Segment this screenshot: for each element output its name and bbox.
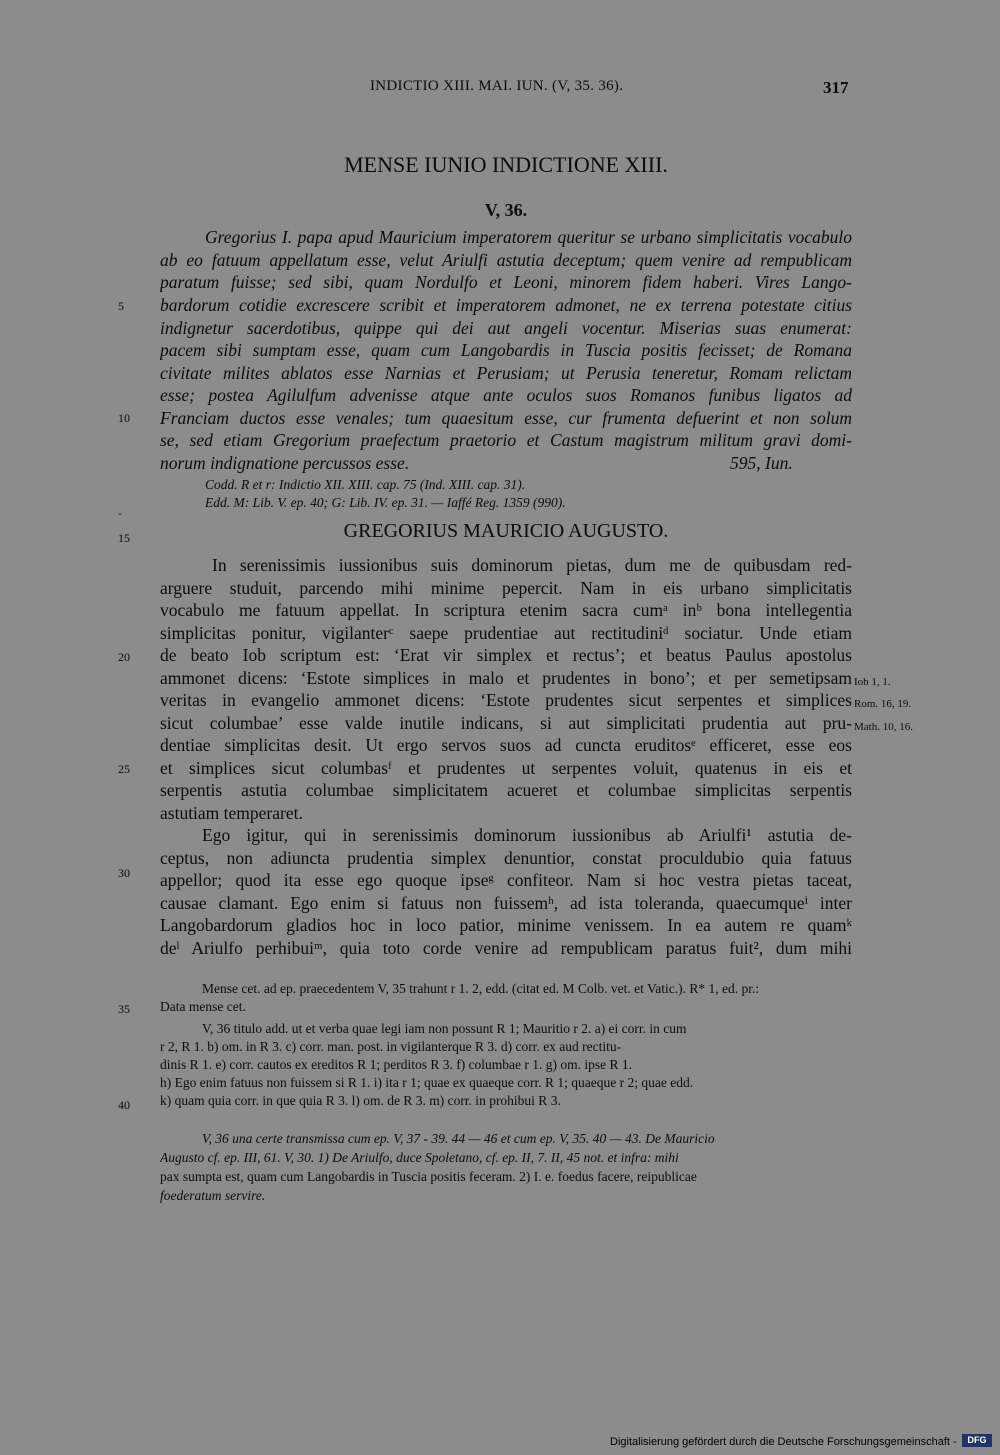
- body-line: Ego igitur, qui in serenissimis dominorum iussionibus ab Ariulfi¹ astutia de-: [202, 825, 852, 845]
- line-number: 40: [118, 1098, 130, 1112]
- margin-reference: Math. 10, 16.: [854, 721, 913, 733]
- summary-line: paratum fuisse; sed sibi, quam Nordulfo et Leoni, minorem fidem haberi. Vires Lango-: [160, 272, 852, 292]
- margin-dash: -: [118, 506, 122, 520]
- page-number: 317: [823, 78, 849, 97]
- apparatus-note: Mense cet. ad ep. praecedentem V, 35 trahunt r 1. 2, edd. (citat ed. M Colb. vet. et Vatic.). R* 1, ed. pr.:: [202, 981, 760, 996]
- historical-note: Augusto cf. ep. III, 61. V, 30. 1) De Ariulfo, duce Spoletano, cf. ep. II, 7. II, 45 not. et infra: mihi: [160, 1150, 679, 1165]
- line-number: 30: [118, 866, 130, 880]
- critical-note: k) quam quia corr. in que quia R 3. l) om. de R 3. m) corr. in prohibui R 3.: [160, 1093, 561, 1108]
- body-line: et simplices sicut columbasᶠ et prudentes ut serpentes voluit, quatenus in eis et: [160, 758, 852, 778]
- summary-line: indignetur sacerdotibus, quippe qui dei aut angeli vocentur. Miserias suas enumerat:: [160, 318, 852, 338]
- critical-note: V, 36 titulo add. ut et verba quae legi iam non possunt R 1; Mauritio r 2. a) ei corr. in cum: [202, 1021, 687, 1036]
- historical-note: V, 36 una certe transmissa cum ep. V, 37 - 39. 44 — 46 et cum ep. V, 35. 40 — 43. De Mauricio: [202, 1131, 715, 1146]
- body-line: deˡ Ariulfo perhibuiᵐ, quia toto corde venire ad rempublicam paratus fuit², dum mihi: [160, 938, 852, 958]
- dfg-logo: DFG: [962, 1434, 992, 1447]
- summary-line: norum indignatione percussos esse.: [160, 453, 410, 473]
- summary-line: Franciam ductos esse venales; tum quaesitum esse, cur frumenta defuerint et non solum: [160, 408, 852, 428]
- critical-note: h) Ego enim fatuus non fuissem si R 1. i) ita r 1; quae ex quaeque corr. R 1; quaeque r 2; quae edd.: [160, 1075, 694, 1090]
- summary-line: pacem sibi sumptam esse, quam cum Langobardis in Tuscia positis fecisset; de Romana: [160, 340, 852, 360]
- critical-note: dinis R 1. e) corr. cautos ex ereditos R 1; perditos R 3. f) columbae r 1. g) om. ipse R 1.: [160, 1057, 633, 1072]
- margin-reference: Rom. 16, 19.: [854, 698, 912, 710]
- body-line: ceptus, non adiuncta prudentia simplex denuntior, constat proculdubio quia fatuus: [160, 848, 852, 868]
- body-line: In serenissimis iussionibus suis dominorum pietas, dum me de quibusdam red-: [212, 555, 852, 575]
- summary-line: Gregorius I. papa apud Mauricium imperatorem queritur se urbano simplicitatis vocabulo: [205, 227, 852, 247]
- body-line: dentiae simplicitas desit. Ut ergo servos suos ad cuncta eruditosᵉ efficeret, esse eos: [160, 735, 852, 755]
- body-line: causae clamant. Ego enim si fatuus non fuissemʰ, ad ista toleranda, quaecumqueⁱ inter: [160, 893, 852, 913]
- body-line: appellor; quod ita esse ego quoque ipseᵍ confiteor. Nam si hoc vestra pietas taceat,: [160, 870, 852, 890]
- critical-note: r 2, R 1. b) om. in R 3. c) corr. man. post. in vigilanterque R 3. d) corr. ex aud rectitu-: [160, 1039, 622, 1054]
- line-number: 35: [118, 1002, 130, 1016]
- body-line: astutiam temperaret.: [160, 803, 303, 823]
- body-line: veritas in evangelio ammonet dicens: ‘Estote prudentes sicut serpentes et simplices: [160, 690, 852, 710]
- historical-note: pax sumpta est, quam cum Langobardis in Tuscia positis feceram. 2) I. e. foedus facere, reipublicae: [160, 1169, 697, 1184]
- line-number: 15: [118, 531, 130, 545]
- summary-line: ab eo fatuum appellatum esse, velut Ariulfi astutia deceptum; quem venire ad rempublicam: [160, 250, 852, 270]
- line-number: 5: [118, 299, 124, 313]
- summary-line: civitate milites ablatos esse Narnias et Perusiam; ut Perusia teneretur, Romam relictam: [160, 363, 852, 383]
- apparatus-note: Data mense cet.: [160, 999, 246, 1014]
- line-number: 20: [118, 650, 130, 664]
- margin-reference: Iob 1, 1.: [854, 676, 891, 688]
- body-line: Langobardorum gladios hoc in loco patior, minime venissem. In ea autem re quamᵏ: [160, 915, 852, 935]
- summary-line: bardorum cotidie excrescere scribit et imperatorem admonet, ne ex terrena potestate citius: [160, 295, 852, 315]
- letter-number: V, 36.: [484, 200, 528, 220]
- summary-date: 595, Iun.: [730, 453, 793, 473]
- body-line: de beato Iob scriptum est: ‘Erat vir simplex et rectus’; et beatus Paulus apostolus: [160, 645, 852, 665]
- section-title: MENSE IUNIO INDICTIONE XIII.: [344, 152, 668, 177]
- historical-note: foederatum servire.: [160, 1188, 266, 1203]
- body-line: vocabulo me fatuum appellat. In scriptura etenim sacra cumᵃ inᵇ bona intellegentia: [160, 600, 852, 620]
- summary-line: se, sed etiam Gregorium praefectum praetorio et Castum magistrum militum gravi domi-: [160, 430, 852, 450]
- body-line: serpentis astutia columbae simplicitatem acueret et columbae simplicitas serpentis: [160, 780, 852, 800]
- line-number: 10: [118, 411, 130, 425]
- running-head: INDICTIO XIII. MAI. IUN. (V, 35. 36).: [370, 78, 624, 94]
- body-line: arguere studuit, parcendo mihi minime pepercit. Nam in eis urbano simplicitatis: [160, 578, 852, 598]
- summary-line: esse; postea Agilulfum advenisse atque ante oculos suos Romanos funibus ligatos ad: [160, 385, 852, 405]
- letter-title: GREGORIUS MAURICIO AUGUSTO.: [343, 520, 669, 542]
- body-line: sicut columbae’ esse valde inutile indicans, si aut simplicitati prudentia aut pru-: [160, 713, 852, 733]
- sources-codices: Codd. R et r: Indictio XII. XIII. cap. 75 (Ind. XIII. cap. 31).: [205, 477, 526, 492]
- sources-editions: Edd. M: Lib. V. ep. 40; G: Lib. IV. ep. 31. — Iaffé Reg. 1359 (990).: [205, 495, 566, 510]
- body-line: simplicitas ponitur, vigilanterᶜ saepe prudentiae aut rectitudiniᵈ sociatur. Unde etiam: [160, 623, 852, 643]
- line-number: 25: [118, 762, 130, 776]
- body-line: ammonet dicens: ‘Estote simplices in malo et prudentes in bono’; et per semetipsam: [160, 668, 852, 688]
- digitization-credit: Digitalisierung gefördert durch die Deutsche Forschungsgemeinschaft -: [610, 1436, 957, 1448]
